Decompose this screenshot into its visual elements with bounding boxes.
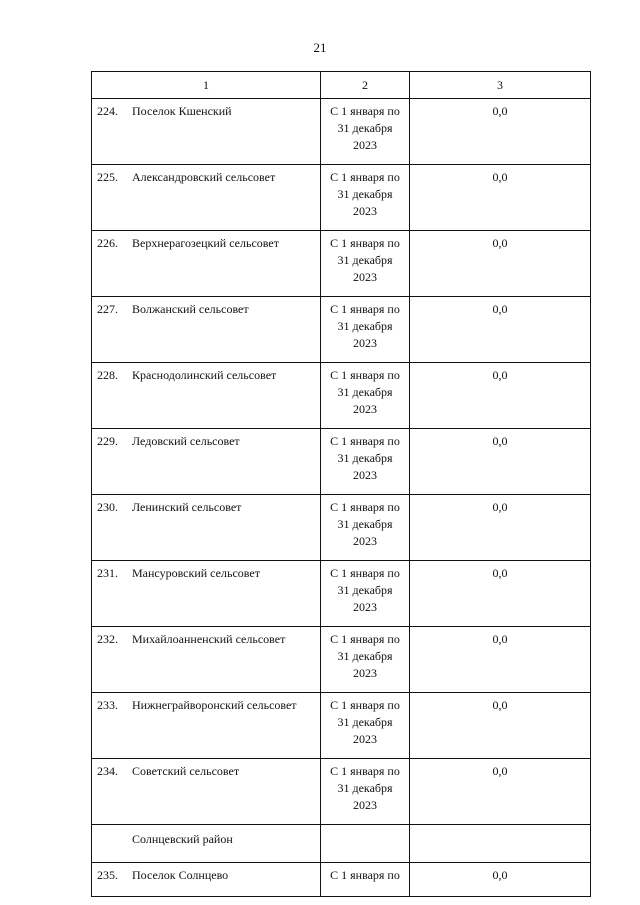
value-cell: 0,0	[410, 363, 591, 429]
table-row	[92, 627, 591, 693]
page-number: 21	[313, 40, 327, 55]
table-row	[92, 231, 591, 297]
value-cell: 0,0	[410, 693, 591, 759]
column-header: 3	[410, 72, 591, 99]
period-cell	[321, 693, 410, 759]
entity-cell	[92, 363, 321, 429]
period-cell	[321, 561, 410, 627]
entity-name: Ледовский сельсовет	[132, 434, 240, 448]
empty-cell	[321, 825, 410, 863]
period-line: С 1 января по	[330, 434, 400, 448]
period-line: 2023	[353, 204, 377, 218]
value-cell: 0,0	[410, 759, 591, 825]
row-number: 235.	[97, 868, 118, 882]
entity-cell	[92, 99, 321, 165]
table-header-row	[92, 72, 591, 99]
period-cell	[321, 231, 410, 297]
period-line: С 1 января по	[330, 764, 400, 778]
period-line: С 1 января по	[330, 368, 400, 382]
period-line: 2023	[353, 138, 377, 152]
row-number: 231.	[97, 566, 118, 580]
entity-cell	[92, 429, 321, 495]
entity-name: Михайлоанненский сельсовет	[132, 632, 286, 646]
period-line: 31 декабря	[337, 319, 393, 333]
period-cell	[321, 759, 410, 825]
value-cell: 0,0	[410, 99, 591, 165]
period-line: 31 декабря	[337, 187, 393, 201]
table-row	[92, 165, 591, 231]
period-line: С 1 января по	[330, 566, 400, 580]
entity-cell	[92, 561, 321, 627]
entity-name: Ленинский сельсовет	[132, 500, 242, 514]
period-cell	[321, 627, 410, 693]
value-cell: 0,0	[410, 165, 591, 231]
row-number: 224.	[97, 104, 118, 118]
table-row	[92, 561, 591, 627]
entity-name: Поселок Кшенский	[132, 104, 232, 118]
entity-name: Краснодолинский сельсовет	[132, 368, 277, 382]
period-line: С 1 января по	[330, 868, 400, 882]
value-cell: 0,0	[410, 561, 591, 627]
period-line: С 1 января по	[330, 500, 400, 514]
entity-name: Советский сельсовет	[132, 764, 240, 778]
period-line: С 1 января по	[330, 302, 400, 316]
table-row	[92, 495, 591, 561]
empty-cell	[410, 825, 591, 863]
section-row	[92, 825, 591, 863]
period-cell	[321, 297, 410, 363]
value-cell: 0,0	[410, 297, 591, 363]
period-line: 2023	[353, 336, 377, 350]
entity-cell	[92, 495, 321, 561]
period-line: 2023	[353, 798, 377, 812]
period-line: 2023	[353, 666, 377, 680]
entity-cell	[92, 231, 321, 297]
table-row	[92, 863, 591, 897]
period-line: 31 декабря	[337, 649, 393, 663]
entity-name: Нижнеграйворонский сельсовет	[132, 698, 297, 712]
period-line: 31 декабря	[337, 715, 393, 729]
row-number: 227.	[97, 302, 118, 316]
data-table	[91, 71, 591, 897]
entity-cell	[92, 165, 321, 231]
period-line: 2023	[353, 600, 377, 614]
period-cell	[321, 99, 410, 165]
period-line: 31 декабря	[337, 583, 393, 597]
value-cell: 0,0	[410, 429, 591, 495]
section-label: Солнцевский район	[92, 825, 321, 863]
period-line: 31 декабря	[337, 385, 393, 399]
table-row	[92, 429, 591, 495]
entity-name: Верхнерагозецкий сельсовет	[132, 236, 279, 250]
period-line: 31 декабря	[337, 451, 393, 465]
period-cell	[321, 165, 410, 231]
period-line: С 1 января по	[330, 698, 400, 712]
period-line: 2023	[353, 732, 377, 746]
entity-name: Мансуровский сельсовет	[132, 566, 260, 580]
period-line: 2023	[353, 468, 377, 482]
column-header: 1	[92, 72, 321, 99]
period-cell	[321, 429, 410, 495]
period-cell	[321, 495, 410, 561]
row-number: 233.	[97, 698, 118, 712]
period-line: 31 декабря	[337, 253, 393, 267]
row-number: 225.	[97, 170, 118, 184]
row-number: 226.	[97, 236, 118, 250]
entity-cell	[92, 759, 321, 825]
period-line: 31 декабря	[337, 517, 393, 531]
table-row	[92, 297, 591, 363]
row-number: 230.	[97, 500, 118, 514]
entity-cell	[92, 297, 321, 363]
row-number: 234.	[97, 764, 118, 778]
period-line: С 1 января по	[330, 632, 400, 646]
row-number: 228.	[97, 368, 118, 382]
entity-name: Александровский сельсовет	[132, 170, 276, 184]
value-cell: 0,0	[410, 231, 591, 297]
entity-name: Поселок Солнцево	[132, 868, 229, 882]
period-line: 2023	[353, 534, 377, 548]
row-number: 232.	[97, 632, 118, 646]
entity-cell	[92, 693, 321, 759]
column-header: 2	[321, 72, 410, 99]
period-line: С 1 января по	[330, 104, 400, 118]
table-row	[92, 759, 591, 825]
period-line: 2023	[353, 402, 377, 416]
entity-cell	[92, 627, 321, 693]
table-row	[92, 99, 591, 165]
period-line: 31 декабря	[337, 121, 393, 135]
period-line: С 1 января по	[330, 236, 400, 250]
value-cell: 0,0	[410, 495, 591, 561]
entity-name: Волжанский сельсовет	[132, 302, 249, 316]
period-cell	[321, 363, 410, 429]
period-line: С 1 января по	[330, 170, 400, 184]
period-line: 2023	[353, 270, 377, 284]
value-cell: 0,0	[410, 863, 591, 897]
table-row	[92, 693, 591, 759]
period-cell	[321, 863, 410, 897]
value-cell: 0,0	[410, 627, 591, 693]
row-number: 229.	[97, 434, 118, 448]
entity-cell	[92, 863, 321, 897]
period-line: 31 декабря	[337, 781, 393, 795]
table-row	[92, 363, 591, 429]
